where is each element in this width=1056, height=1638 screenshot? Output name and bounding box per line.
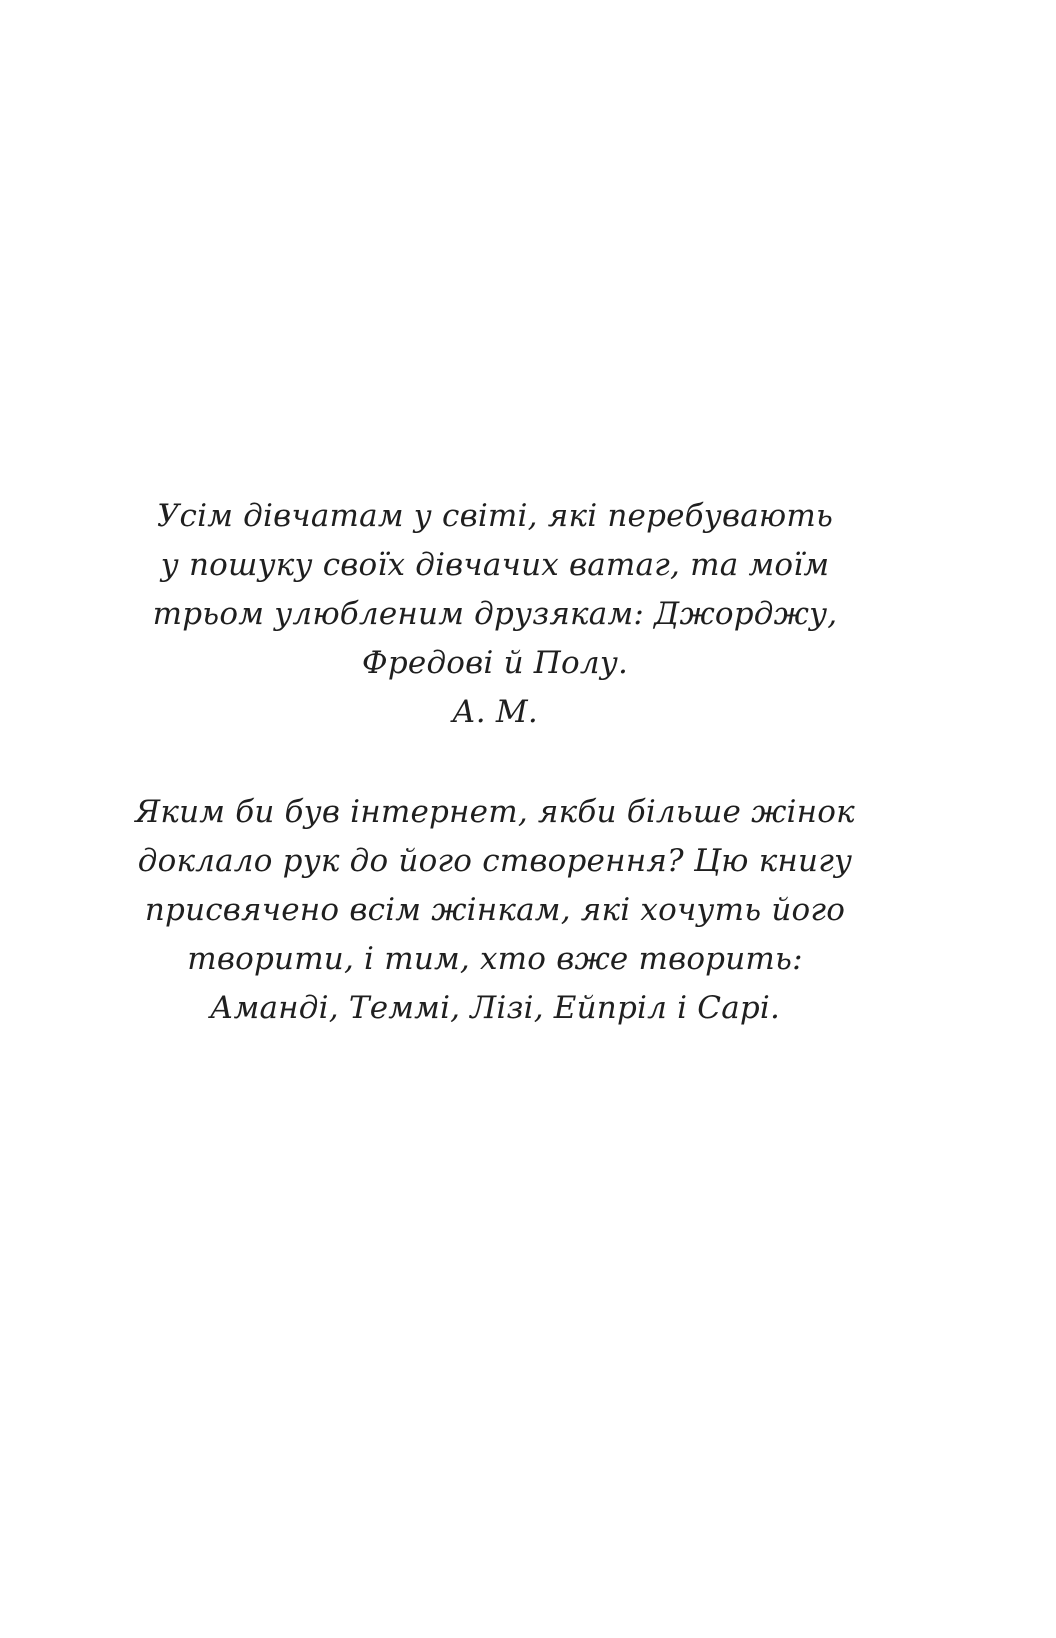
second-dedication [0, 788, 990, 1033]
dedication-line: присвячено всім жінкам, які хочуть його [144, 892, 846, 928]
dedication-line: трьом улюбленим друзякам: Джорджу, [152, 596, 838, 632]
dedication-line: творити, і тим, хто вже творить: [187, 941, 803, 977]
author-dedication [0, 492, 990, 737]
dedication-line: Фредові й Полу. [361, 645, 629, 681]
dedication-line: у пошуку своїх дівчачих ватаг, та моїм [160, 547, 830, 583]
dedication-line: Яким би був інтернет, якби більше жінок [135, 794, 855, 830]
dedication-line: Аманді, Теммі, Лізі, Ейпріл і Сарі. [209, 990, 781, 1026]
dedication-line: Усім дівчатам у світі, які перебувають [156, 498, 834, 534]
dedication-line: доклало рук до його створення? Цю книгу [137, 843, 853, 879]
author-initials: А. М. [452, 694, 538, 730]
